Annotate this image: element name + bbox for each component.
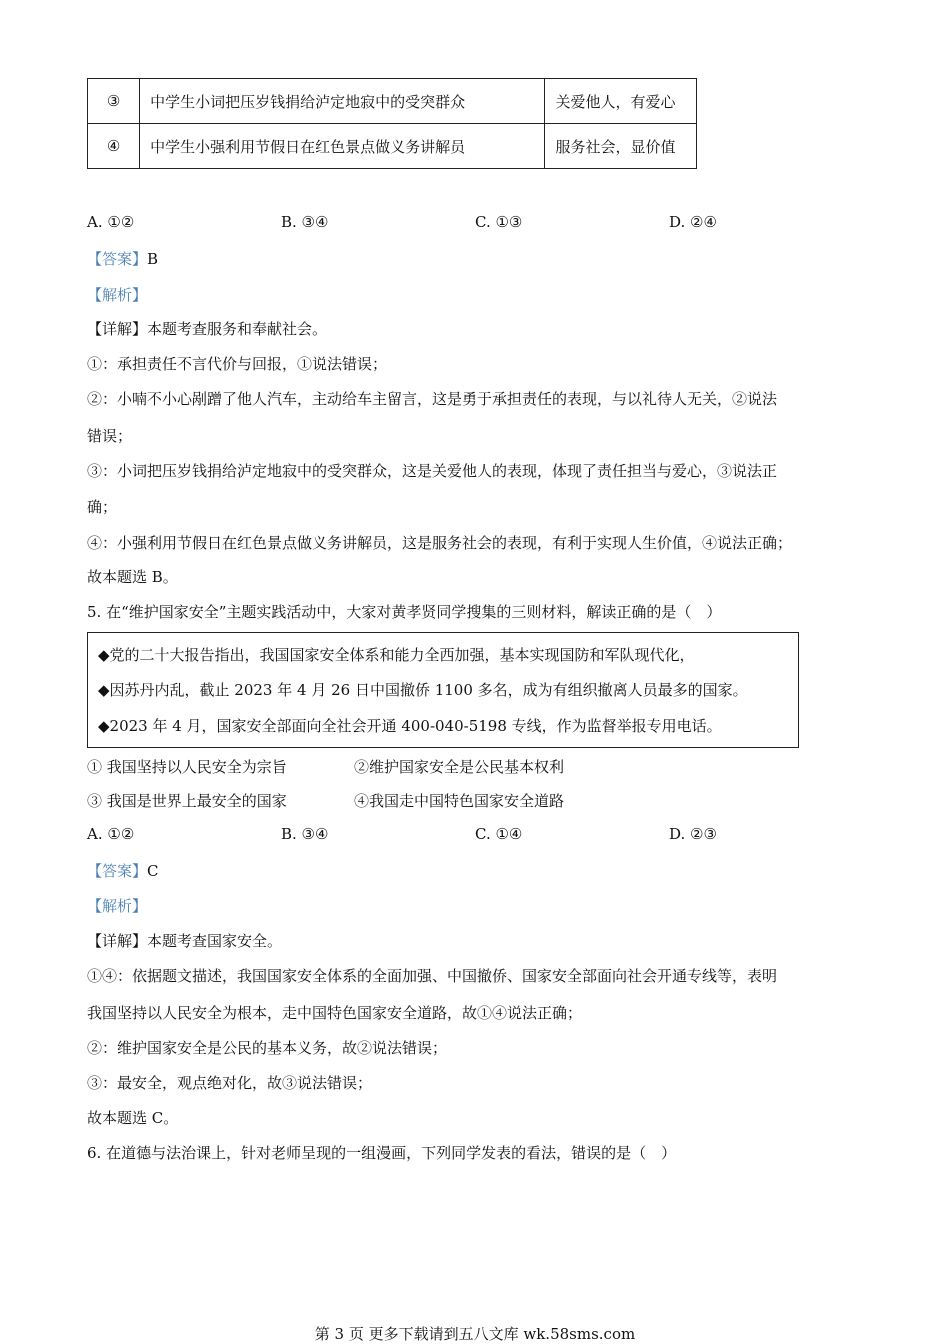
q5-stem: 5. 在“维护国家安全”主题实践活动中，大家对黄孝贤同学搜集的三则材料，解读正确的是（ ）	[87, 603, 722, 621]
q4-answer	[87, 248, 158, 269]
q4-analysis-line: ②：小喃不小心剐蹭了他人汽车，主动给车主留言，这是勇于承担责任的表现，与以礼待人无关，②说法	[87, 390, 778, 408]
q4-detail	[87, 318, 327, 339]
q4-analysis-line: ③：小词把压岁钱捐给泸定地寂中的受突群众，这是关爱他人的表现，体现了责任担当与爱心，③说法正	[87, 462, 778, 480]
detail-intro: 本题考查国家安全。	[147, 932, 283, 950]
q5-detail	[87, 930, 282, 951]
detail-tag: 【详解】	[87, 932, 148, 950]
q4-option-b: B. ③④	[281, 213, 329, 231]
q4-option-a: A. ①②	[87, 213, 135, 231]
q5-material-item: ◆党的二十大报告指出，我国国家安全体系和能力全西加强，基本实现国防和军队现代化，	[98, 646, 695, 664]
table-cell-number: ④	[88, 124, 140, 169]
q5-analysis-line: ②：维护国家安全是公民的基本义务，故②说法错误；	[87, 1039, 448, 1057]
table-row	[88, 79, 697, 124]
q4-conclusion: 故本题选 B。	[87, 568, 178, 586]
q5-answer	[87, 860, 159, 881]
q4-option-d: D. ②④	[669, 213, 717, 231]
q5-material-item: ◆因苏丹内乱，截止 2023 年 4 月 26 日中国撤侨 1100 多名，成为有组织撤离人员最多的国家。	[98, 681, 748, 699]
answer-tag: 【答案】	[87, 862, 148, 880]
q4-option-c: C. ①③	[475, 213, 523, 231]
q5-statement: ②维护国家安全是公民基本权利	[354, 758, 565, 776]
q5-statement: ① 我国坚持以人民安全为宗旨	[87, 758, 287, 776]
detail-tag: 【详解】	[87, 320, 148, 338]
table-cell-meaning: 关爱他人，有爱心	[545, 79, 697, 124]
table-cell-event: 中学生小强利用节假日在红色景点做义务讲解员	[140, 124, 545, 169]
q6-stem: 6. 在道德与法治课上，针对老师呈现的一组漫画，下列同学发表的看法，错误的是（ ）	[87, 1144, 677, 1162]
q5-option-a: A. ①②	[87, 825, 135, 843]
answer-value: B	[147, 250, 159, 268]
table-row	[88, 124, 697, 169]
q5-option-d: D. ②③	[669, 825, 717, 843]
q5-analysis-line: ①④：依据题文描述，我国国家安全体系的全面加强、中国撤侨、国家安全部面向社会开通专线等，表明	[87, 967, 778, 985]
q4-analysis-line: ④：小强利用节假日在红色景点做义务讲解员，这是服务社会的表现，有利于实现人生价值，④说法正确；	[87, 534, 793, 552]
q5-analysis-line: 我国坚持以人民安全为根本，走中国特色国家安全道路，故①④说法正确；	[87, 1004, 583, 1022]
question-4-table	[87, 78, 697, 169]
answer-tag: 【答案】	[87, 250, 148, 268]
q5-option-c: C. ①④	[475, 825, 523, 843]
q5-analysis-line: ③：最安全，观点绝对化，故③说法错误；	[87, 1074, 373, 1092]
page-footer: 第 3 页 更多下载请到五八文库 wk.58sms.com	[314, 1325, 636, 1343]
q5-conclusion: 故本题选 C。	[87, 1109, 179, 1127]
q4-analysis-line: ①：承担责任不言代价与回报，①说法错误；	[87, 355, 388, 373]
q4-analysis-line: 确；	[87, 498, 118, 516]
q5-analysis-tag: 【解析】	[87, 897, 148, 915]
detail-intro: 本题考查服务和奉献社会。	[147, 320, 328, 338]
answer-value: C	[147, 862, 159, 880]
table-cell-event: 中学生小词把压岁钱捐给泸定地寂中的受突群众	[140, 79, 545, 124]
table-cell-meaning: 服务社会，显价值	[545, 124, 697, 169]
q5-statement: ③ 我国是世界上最安全的国家	[87, 792, 287, 810]
q5-option-b: B. ③④	[281, 825, 329, 843]
q5-statement: ④我国走中国特色国家安全道路	[354, 792, 565, 810]
q4-analysis-tag: 【解析】	[87, 286, 148, 304]
table-cell-number: ③	[88, 79, 140, 124]
q5-material-box	[87, 632, 799, 748]
q4-analysis-line: 错误；	[87, 427, 133, 445]
q5-material-item: ◆2023 年 4 月，国家安全部面向全社会开通 400-040-5198 专线，作为监督举报专用电话。	[98, 717, 722, 735]
